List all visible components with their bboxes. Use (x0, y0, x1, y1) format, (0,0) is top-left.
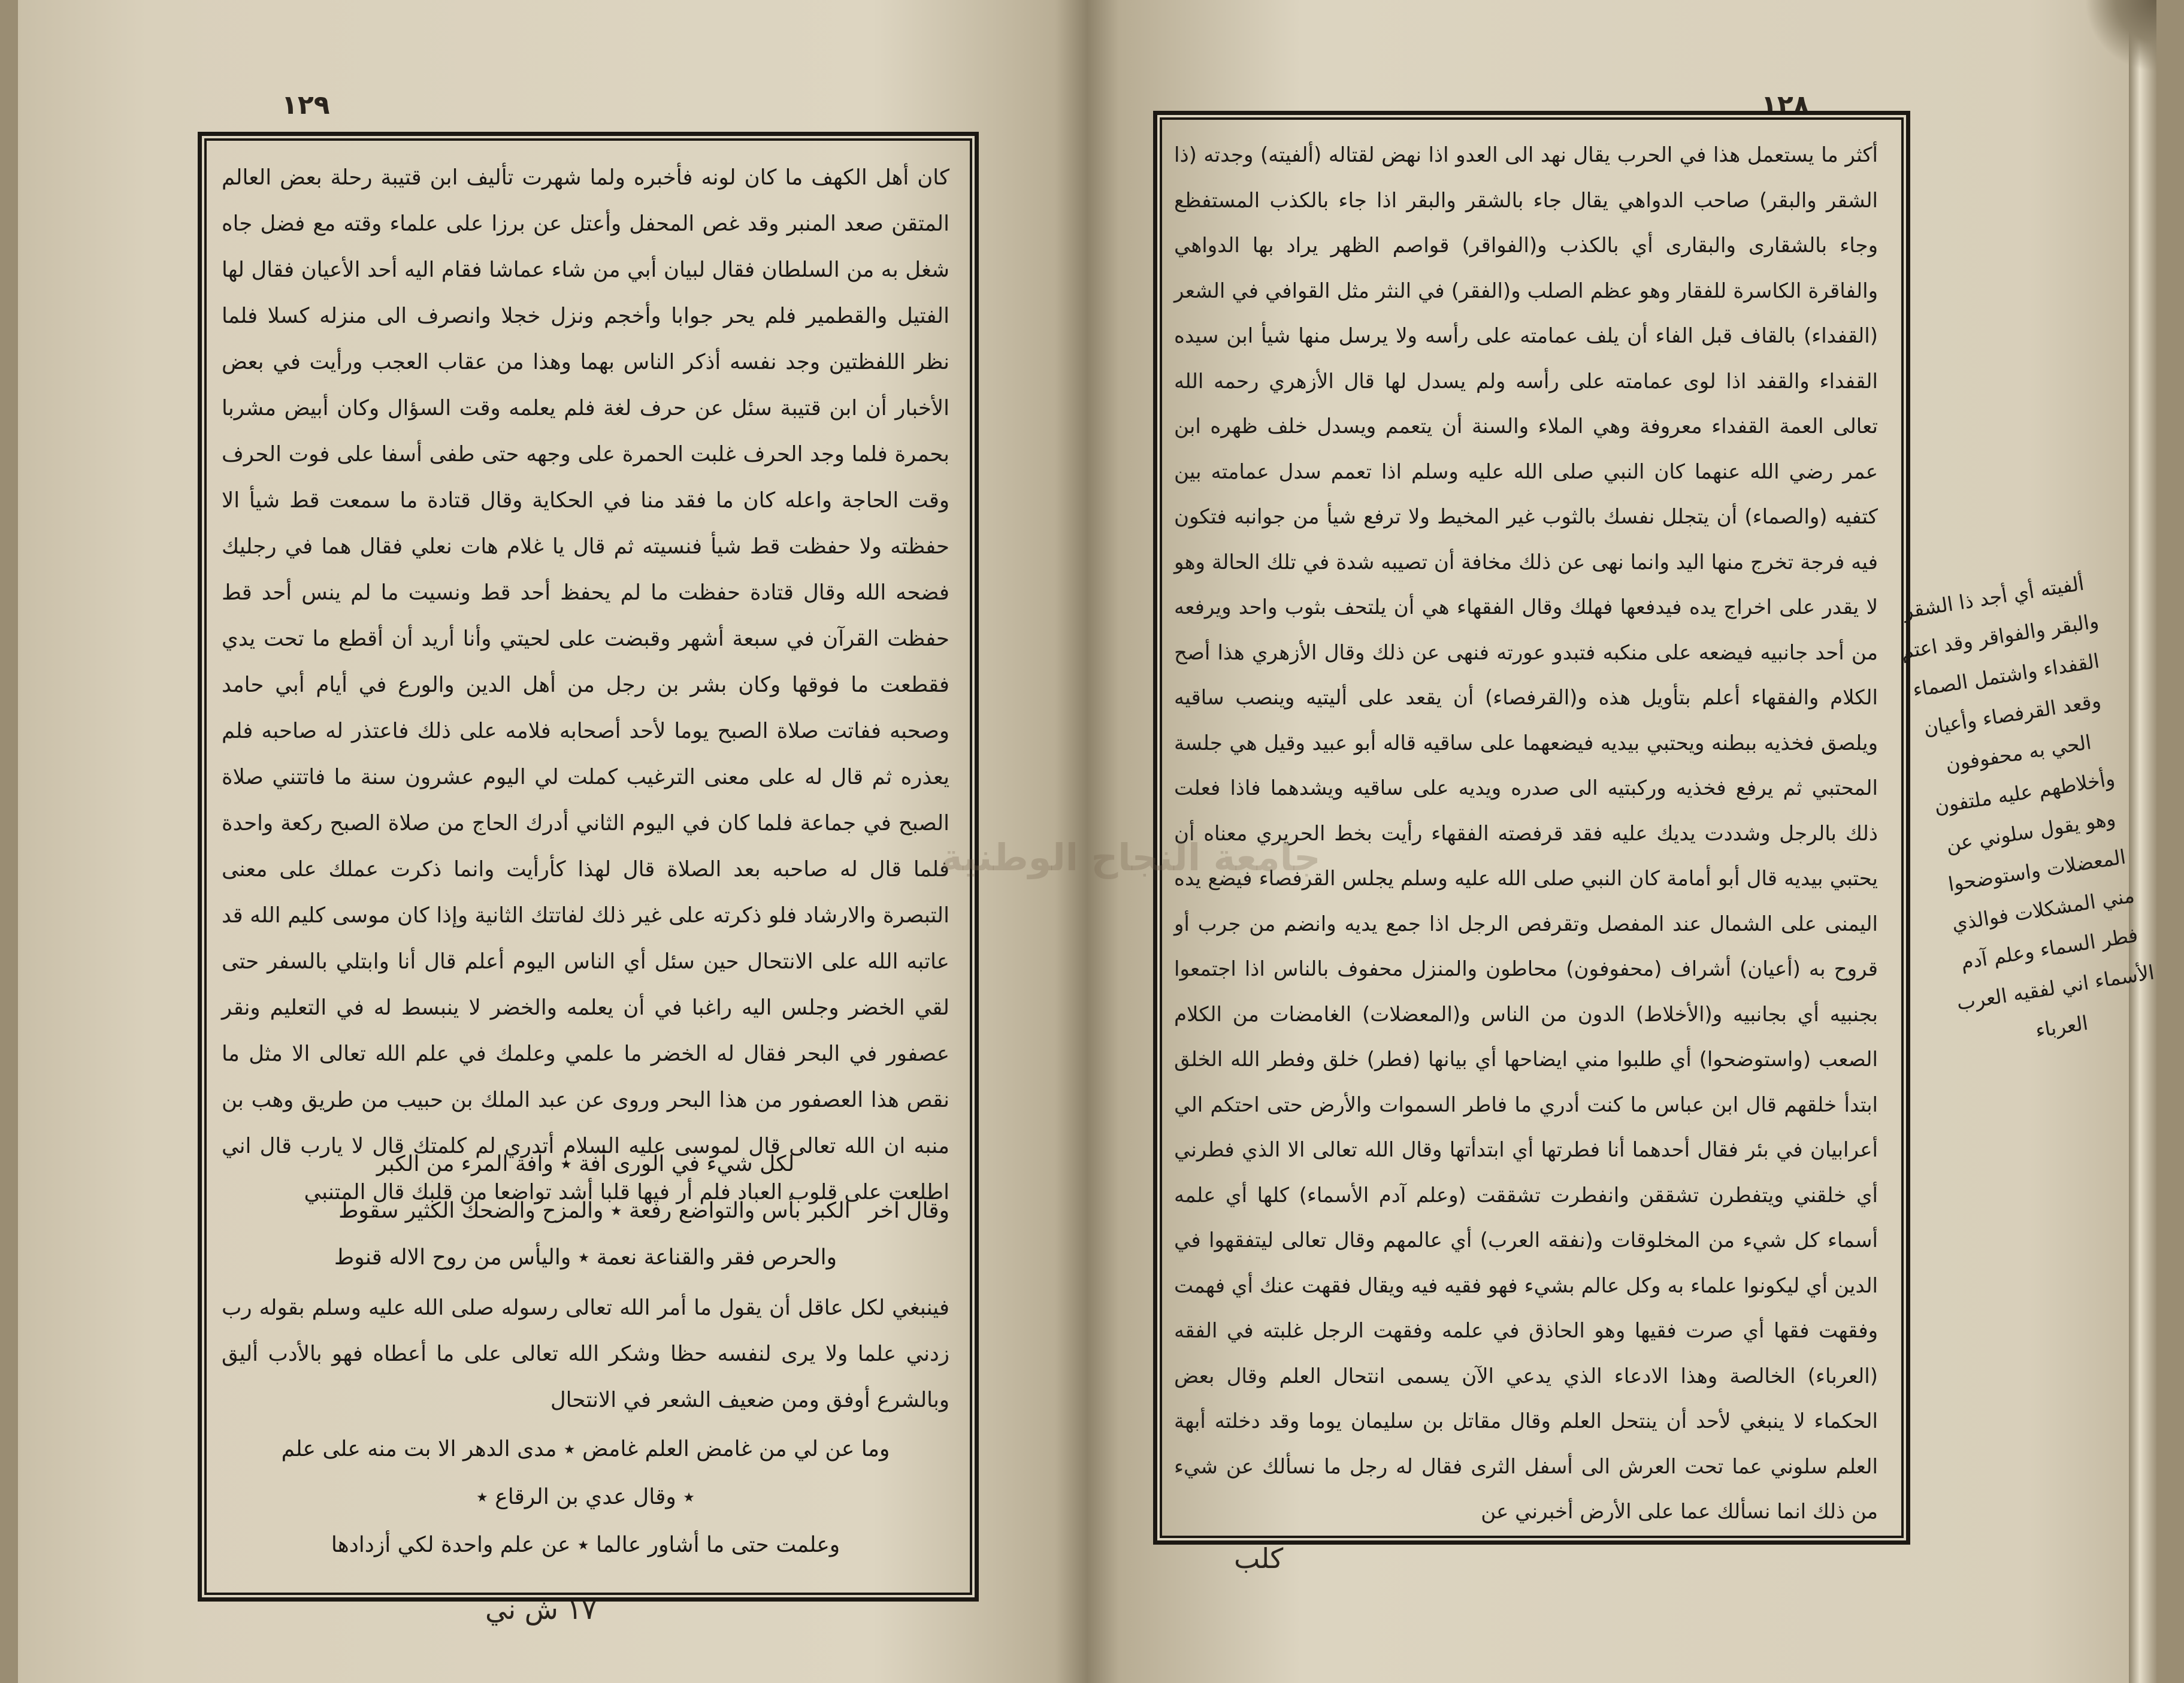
left-page (18, 0, 1060, 1683)
verse-line: والحرص فقر والقناعة نعمة ٭ واليأس من روح الاله قنوط (334, 1245, 837, 1270)
margin-note: ألفيته أي أجد ذا الشقر والبقر والفواقر وقد اعتم القفداء واشتمل الصماء وقعد القرفصاء وأعيان الحي به محفوفون وأخلاطهم عليه ملتفون وهو يقول سلوني عن المعضلات واستوضحوا مني المشكلات فوالذي فطر السماء وعلم آدم الأسماء اني لفقيه العرب العرباء (1899, 571, 2156, 1043)
body-text: أكثر ما يستعمل هذا في الحرب يقال نهد الى العدو اذا نهض لقتاله (ألفيته) وجدته (ذا الشقر والبقر) صاحب الدواهي يقال جاء بالشقر والبقر اذا جاء بالكذب المستفظع وجاء بالشقارى والبقارى أي بالكذب و(الفواقر) قواصم الظهر يراد بها الدواهي والفاقرة الكاسرة للفقار وهو عظم الصلب و(الفقر) في النثر مثل القوافي في الشعر (القفداء) بالقاف قبل الفاء أن يلف عمامته على رأسه ولا يرسل منها شيأ ابن سيده القفداء والقفد اذا لوى عمامته على رأسه ولم يسدل لها قال الأزهري رحمه الله تعالى العمة القفداء معروفة وهي الملاء والسنة أن يتعمم ويسدل خلف ظهره ابن عمر رضي الله عنهما كان النبي صلى الله عليه وسلم اذا تعمم سدل عمامته بين كتفيه (والصماء) أن يتجلل نفسك بالثوب غير المخيط ولا ترفع شيأ من جوانبه فتكون فيه فرجة تخرج منها اليد وانما نهى عن ذلك مخافة أن تصيبه شدة في تلك الحالة وهو لا يقدر على اخراج يده فيدفعها فهلك وقال الفقهاء هي أن يلتحف بثوب واحد ويرفعه من أحد جانبيه فيضعه على منكبه فتبدو عورته فنهى عن ذلك وقال الأزهري هذا أصح الكلام والفقهاء أعلم بتأويل هذه و(القرفصاء) أن يقعد على أليتيه وينصب ساقيه ويلصق فخذيه ببطنه ويحتبي بيديه فيضعهما على ساقيه قاله أبو عبيد وقيل هي جلسة المحتبي ثم يرفع فخذيه وركبتيه الى صدره ويديه على ساقيه ويشدهما فاذا فعلت ذلك بالرجل وشددت يديك عليه فقد قرفصته الفقهاء رأيت بخط الحريري معناه أن يحتبي بيديه قال أبو أمامة كان النبي صلى الله عليه وسلم يجلس القرفصاء فيضع يده اليمنى على الشمال عند المفصل وتقرفص الرجل اذا جمع يديه وانضم من جرب أو قروح به (أعيان) أشراف (محفوفون) محاطون والمنزل محفوف بالناس اذا اجتمعوا بجنبيه أي بجانبيه و(الأخلاط) الدون من الناس و(المعضلات) الغامضات من الكلام الصعب (واستوضحوا) أي طلبوا مني ايضاحها أي بيانها (فطر) خلق وفطر الله الخلق ابتدأ خلقهم قال ابن عباس ما كنت أدري ما فاطر السموات والأرض حتى احتكم الي أعرابيان في بئر فقال أحدهما أنا فطرتها أي ابتدأتها وقال الله تعالى الا الذي فطرني أي خلقني ويتفطرن تشققن وانفطرت تشققت (وعلم آدم الأسماء) كلها أي علمه أسماء كل شيء من المخلوقات و(نفقه العرب) أي عالمهم وقال تعالى ليتفقهوا في الدين أي ليكونوا علماء به وكل عالم بشيء فهو فقيه فيه ويقال فقهت عنك أي فهمت وفقهت فقها أي صرت فقيها وهو الحاذق في علمه وفقهت الرجل غلبته في الفقه (العرباء) الخالصة وهذا الادعاء الذي يدعي الآن يسمى انتحال العلم وقال بعض الحكماء لا ينبغي لأحد أن ينتحل العلم وقال مقاتل بن سليمان يوما وقد دخلته أبهة العلم سلوني عما تحت العرش الى أسفل الثرى فقال له رجل ما نسألك عن شيء من ذلك انما نسألك عما على الأرض أخبرني عن (1174, 143, 1878, 1524)
body-text: كان أهل الكهف ما كان لونه فأخبره ولما شهرت تأليف ابن قتيبة رحلة بعض العالم المتقن صعد المنبر وقد غص المحفل وأعتل عن برزا على علماء وقته مع فضل جاه شغل به من السلطان فقال لبيان أبي من شاء عماشا فقام اليه أحد الأعيان فقال لها الفتيل والقطمير فلم يحر جوابا وأخجم ونزل خجلا وانصرف الى منزله كسلا فلما نظر اللفظتين وجد نفسه أذكر الناس بهما وهذا من عقاب العجب ورأيت في بعض الأخبار أن ابن قتيبة سئل عن حرف لغة فلم يعلمه وقت السؤال وكان أبيض مشربا بحمرة فلما وجد الحرف غلبت الحمرة على وجهه حتى طفى أسفا على فوت الحرف وقت الحاجة واعله كان ما فقد منا في الحكاية وقال قتادة ما سمعت قط شيأ الا حفظته ولا حفظت قط شيأ فنسيته ثم قال يا غلام هات نعلي فقال هما في رجليك فضحه الله وقال قتادة حفظت ما لم يحفظ أحد قط ونسيت ما لم ينس أحد قط حفظت القرآن في سبعة أشهر وقبضت على لحيتي وأنا أريد أن أقطع ما تحت يدي فقطعت ما فوقها وكان بشر بن رجل من أهل الدين والورع في أيام أبي حامد وصحبه ففاتت صلاة الصبح يوما لأحد أصحابه فلامه على ذلك فاعتذر له صاحبه فلم يعذره ثم قال له على معنى الترغيب كملت لي اليوم عشرون سنة ما فاتتني صلاة الصبح في جماعة فلما كان في اليوم الثاني أدرك الحاج من صلاة الصبح ركعة واحدة فلما قال له صاحبه بعد الصلاة قال لهذا كأرأيت وانما ذكرت عملك على معنى التبصرة والارشاد فلو ذكرته على غير ذلك لفاتتك الثانية وإذا كان موسى كليم الله قد عاتبه الله على الانتحال حين سئل أي الناس اليوم أعلم قال أنا وابتلي بالسفر حتى لقي الخضر وجلس اليه راغبا في أن يعلمه والخضر لا ينبسط له في التعليم ونقر عصفور في البحر فقال له الخضر ما علمي وعلمك في علم الله تعالى الا مثل ما نقص هذا العصفور من هذا البحر وروى عن عبد الملك بن حبيب من طريق وهب بن منبه ان الله تعالى قال لموسى عليه السلام أتدري لم كلمتك قال لا يارب قال اني اطلعت على قلوب العباد فلم أر فيها قلبا أشد تواضعا من قلبك قال المتنبي (222, 165, 949, 1204)
verse-line: الكبر بأس والتواضع رفعة ٭ والمزح والضحك الكثير سقوط (338, 1198, 851, 1223)
poem-block (222, 1141, 949, 1281)
library-watermark: جامعة النجاح الوطنية (940, 836, 1321, 879)
left-page-prose: فينبغي لكل عاقل أن يقول ما أمر الله تعالى رسوله صلى الله عليه وسلم بقوله رب زدني علما ولا يرى لنفسه حظا وشكر الله تعالى على ما أعطاه فهو بالأدب أليق وبالشرع أوفق ومن ضعيف الشعر في الانتحال (222, 1295, 949, 1412)
verse-line: لكل شيء في الورى آفة ٭ وآفة المرء من الكبر (376, 1152, 795, 1176)
verse-intro: ٭ وقال عدي بن الرقاع ٭ (476, 1485, 695, 1509)
verse-line: وعلمت حتى ما أشاور عالما ٭ عن علم واحدة لكي أزدادها (331, 1533, 840, 1557)
page-number: ١٢٨ (1761, 90, 1810, 120)
verse-intro: وقال آخر (868, 1198, 949, 1223)
catchword: كلب (1234, 1542, 1284, 1575)
right-page-body (1174, 133, 1878, 1535)
poem-block-2 (222, 1425, 949, 1569)
verse-line: وما عن لي من غامض العلم غامض ٭ مدى الدهر الا بت منه على علم (281, 1437, 890, 1461)
left-page-body (222, 155, 949, 1215)
page-number: ١٢٩ (282, 90, 330, 120)
signature-mark: ١٧ ش ني (485, 1593, 597, 1626)
